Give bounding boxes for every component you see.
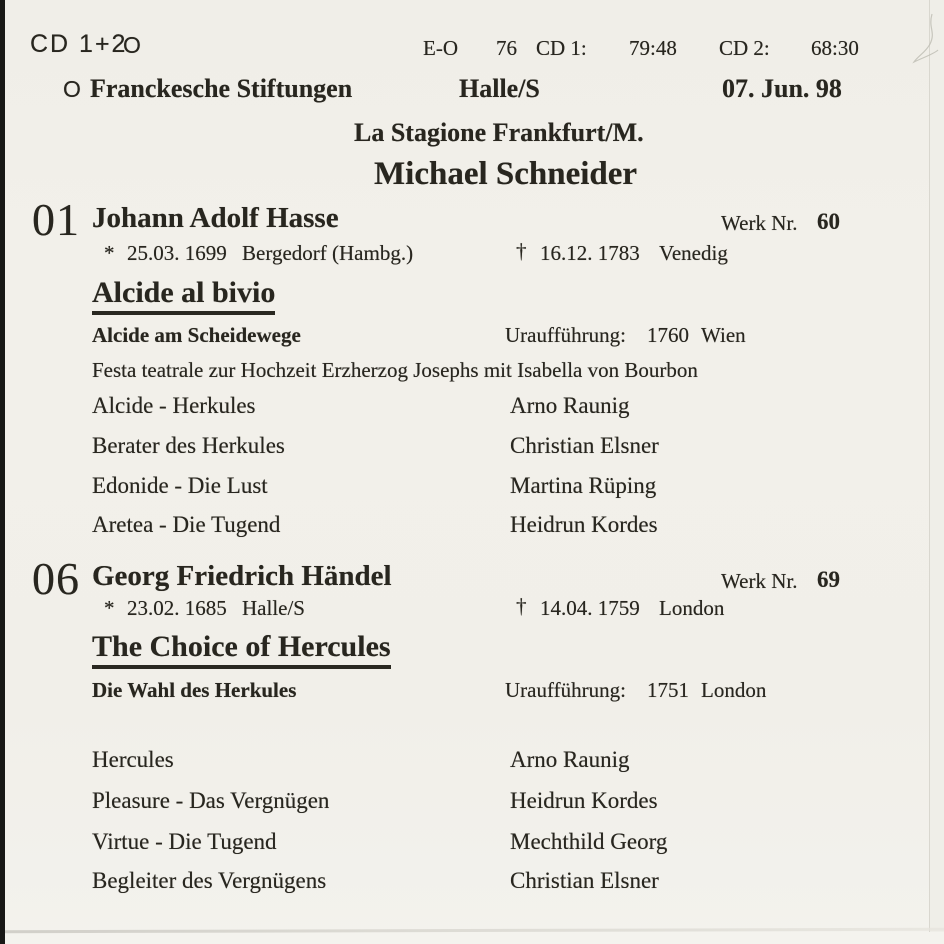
work-title: The Choice of Hercules [92, 630, 391, 669]
conductor-name: Michael Schneider [374, 156, 638, 192]
composer-name: Georg Friedrich Händel [92, 560, 392, 592]
cd1-duration: 79:48 [629, 36, 677, 60]
venue-name: Franckesche Stiftungen [90, 74, 353, 103]
cd2-label: CD 2: [719, 36, 770, 60]
cast-performer: Christian Elsner [510, 868, 659, 893]
edition-code-value: 76 [496, 36, 517, 60]
cast-performer: Mechthild Georg [510, 829, 668, 854]
premiere-place: Wien [701, 323, 746, 347]
birth-place: Bergedorf (Hambg.) [242, 241, 414, 265]
death-symbol: † [516, 594, 527, 618]
work-subtitle: Alcide am Scheidewege [92, 323, 301, 347]
birth-place: Halle/S [242, 596, 305, 620]
cast-role: Edonide - Die Lust [92, 473, 268, 498]
death-date: 14.04. 1759 [540, 596, 640, 620]
scan-left-edge [0, 0, 5, 944]
premiere-year: 1760 [647, 323, 689, 347]
cast-performer: Martina Rüping [510, 473, 657, 498]
cast-performer: Christian Elsner [510, 433, 659, 458]
werk-nr-value: 69 [817, 567, 840, 592]
cast-role: Begleiter des Vergnügens [92, 868, 327, 893]
recording-date: 07. Jun. 98 [722, 74, 842, 103]
work-description: Festa teatrale zur Hochzeit Erzherzog Josephs mit Isabella von Bourbon [92, 358, 698, 382]
cast-performer: Arno Raunig [510, 747, 630, 772]
pencil-squiggle-mark [888, 10, 942, 80]
death-place: Venedig [659, 241, 728, 265]
cast-performer: Heidrun Kordes [510, 788, 658, 813]
birth-symbol: * [104, 241, 115, 265]
birth-date: 23.02. 1685 [127, 596, 227, 620]
cd1-label: CD 1: [536, 36, 587, 60]
ensemble-name: La Stagione Frankfurt/M. [354, 118, 644, 147]
cast-role: Berater des Herkules [92, 433, 285, 458]
cast-performer: Heidrun Kordes [510, 512, 658, 537]
werk-nr-label: Werk Nr. [721, 569, 798, 593]
track-number: 01 [32, 194, 80, 245]
cd-set-label: CD 1+2 [30, 30, 128, 58]
composer-name: Johann Adolf Hasse [92, 202, 339, 234]
venue-circle-mark: O [63, 76, 81, 102]
premiere-year: 1751 [647, 678, 689, 702]
scan-right-edge-line [929, 0, 930, 944]
cast-role: Pleasure - Das Vergnügen [92, 788, 330, 813]
track-number: 06 [32, 553, 80, 604]
birth-date: 25.03. 1699 [127, 241, 227, 265]
venue-city: Halle/S [459, 74, 540, 103]
death-date: 16.12. 1783 [540, 241, 640, 265]
werk-nr-value: 60 [817, 209, 840, 234]
cast-role: Hercules [92, 747, 174, 772]
cast-role: Aretea - Die Tugend [92, 512, 281, 537]
work-subtitle: Die Wahl des Herkules [92, 678, 297, 702]
death-place: London [659, 596, 725, 620]
premiere-label: Uraufführung: [505, 323, 626, 347]
work-title: Alcide al bivio [92, 276, 275, 315]
premiere-place: London [701, 678, 767, 702]
cd2-duration: 68:30 [811, 36, 859, 60]
scan-bottom-paper [0, 932, 944, 944]
cast-performer: Arno Raunig [510, 393, 630, 418]
scan-right-margin [930, 0, 944, 944]
cast-role: Alcide - Herkules [92, 393, 256, 418]
header-circle-mark: O [123, 32, 141, 58]
edition-code-label: E-O [423, 36, 458, 60]
werk-nr-label: Werk Nr. [721, 211, 798, 235]
birth-symbol: * [104, 596, 115, 620]
cast-role: Virtue - Die Tugend [92, 829, 277, 854]
premiere-label: Uraufführung: [505, 678, 626, 702]
death-symbol: † [516, 239, 527, 263]
